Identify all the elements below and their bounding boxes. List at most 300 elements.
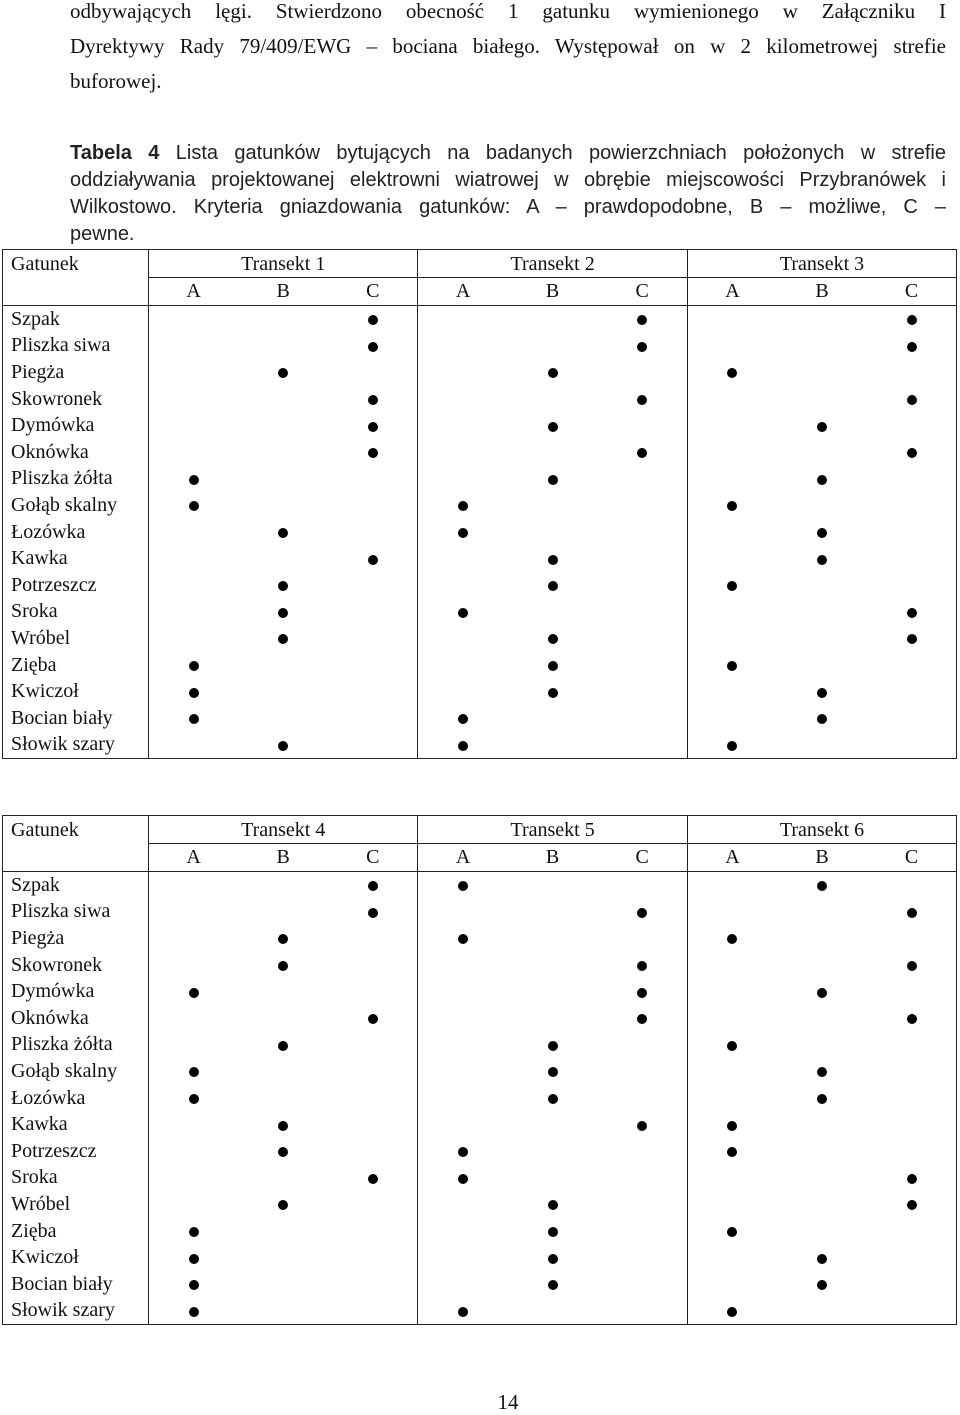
dot-icon	[907, 1200, 917, 1210]
criterion-cell	[598, 439, 688, 466]
criterion-cell	[508, 1138, 598, 1165]
species-name: Łozówka	[3, 1084, 149, 1111]
species-name: Bocian biały	[3, 705, 149, 732]
dot-icon	[278, 1200, 288, 1210]
criterion-cell	[149, 465, 239, 492]
criterion-cell	[418, 871, 508, 898]
criterion-cell	[777, 651, 867, 678]
criterion-header: C	[328, 844, 418, 872]
dot-icon	[548, 1200, 558, 1210]
criterion-cell	[418, 625, 508, 652]
criterion-cell	[149, 978, 239, 1005]
dot-icon	[727, 1307, 737, 1317]
dot-icon	[278, 1041, 288, 1051]
criterion-cell	[598, 898, 688, 925]
transect-header: Transekt 5	[418, 816, 687, 844]
nesting-table-transects-1-3	[2, 249, 957, 759]
criterion-cell	[687, 1244, 777, 1271]
dot-icon	[548, 688, 558, 698]
species-name: Bocian biały	[3, 1271, 149, 1298]
criterion-cell	[598, 465, 688, 492]
criterion-header: C	[867, 844, 957, 872]
criterion-cell	[777, 1111, 867, 1138]
table-row	[3, 1031, 957, 1058]
criterion-cell	[149, 625, 239, 652]
dot-icon	[548, 475, 558, 485]
dot-icon	[368, 448, 378, 458]
criterion-cell	[777, 439, 867, 466]
dot-icon	[727, 1147, 737, 1157]
criterion-cell	[867, 1058, 957, 1085]
criterion-cell	[238, 1084, 328, 1111]
criterion-cell	[598, 332, 688, 359]
criterion-cell	[598, 1031, 688, 1058]
criterion-cell	[149, 545, 239, 572]
criterion-header: A	[149, 278, 239, 306]
criterion-cell	[867, 1297, 957, 1324]
criterion-cell	[238, 359, 328, 386]
dot-icon	[907, 395, 917, 405]
criterion-cell	[598, 1217, 688, 1244]
criterion-cell	[777, 731, 867, 758]
species-name: Kwiczoł	[3, 678, 149, 705]
dot-icon	[189, 661, 199, 671]
dot-icon	[278, 581, 288, 591]
criterion-cell	[777, 1164, 867, 1191]
table-row	[3, 412, 957, 439]
table-row	[3, 385, 957, 412]
dot-icon	[458, 1147, 468, 1157]
criterion-cell	[418, 332, 508, 359]
criterion-cell	[598, 1058, 688, 1085]
dot-icon	[458, 881, 468, 891]
criterion-cell	[328, 518, 418, 545]
dot-icon	[548, 661, 558, 671]
criterion-cell	[508, 1271, 598, 1298]
criterion-cell	[598, 572, 688, 599]
criterion-cell	[149, 1271, 239, 1298]
dot-icon	[727, 934, 737, 944]
criterion-cell	[418, 1058, 508, 1085]
caption-line: pewne.	[70, 223, 135, 245]
criterion-cell	[777, 412, 867, 439]
criterion-cell	[867, 625, 957, 652]
criterion-cell	[777, 545, 867, 572]
criterion-cell	[418, 1111, 508, 1138]
criterion-cell	[328, 871, 418, 898]
criterion-cell	[508, 439, 598, 466]
criterion-cell	[328, 731, 418, 758]
criterion-cell	[418, 951, 508, 978]
criterion-cell	[149, 898, 239, 925]
table-row	[3, 1005, 957, 1032]
criterion-cell	[149, 1244, 239, 1271]
dot-icon	[817, 714, 827, 724]
dot-icon	[727, 1041, 737, 1051]
species-name: Wróbel	[3, 625, 149, 652]
criterion-cell	[418, 1271, 508, 1298]
table-row	[3, 439, 957, 466]
criterion-cell	[418, 1217, 508, 1244]
criterion-cell	[149, 731, 239, 758]
criterion-cell	[149, 1031, 239, 1058]
criterion-cell	[867, 1111, 957, 1138]
criterion-cell	[687, 598, 777, 625]
criterion-cell	[598, 305, 688, 332]
criterion-cell	[149, 1138, 239, 1165]
criterion-cell	[867, 705, 957, 732]
dot-icon	[907, 1174, 917, 1184]
dot-icon	[189, 1307, 199, 1317]
species-name: Dymówka	[3, 978, 149, 1005]
criterion-cell	[328, 1058, 418, 1085]
criterion-cell	[687, 439, 777, 466]
table-row	[3, 1084, 957, 1111]
dot-icon	[278, 528, 288, 538]
dot-icon	[548, 555, 558, 565]
dot-icon	[817, 475, 827, 485]
criterion-cell	[867, 1084, 957, 1111]
criterion-cell	[418, 412, 508, 439]
criterion-cell	[149, 1217, 239, 1244]
criterion-cell	[687, 332, 777, 359]
dot-icon	[727, 368, 737, 378]
table-row	[3, 545, 957, 572]
criterion-cell	[238, 1005, 328, 1032]
dot-icon	[637, 908, 647, 918]
dot-icon	[637, 395, 647, 405]
criterion-cell	[238, 898, 328, 925]
dot-icon	[278, 1147, 288, 1157]
criterion-cell	[149, 412, 239, 439]
criterion-cell	[598, 1271, 688, 1298]
criterion-cell	[687, 518, 777, 545]
criterion-header: B	[238, 278, 328, 306]
table-row	[3, 1164, 957, 1191]
species-name: Kawka	[3, 1111, 149, 1138]
criterion-cell	[777, 1297, 867, 1324]
criterion-cell	[508, 518, 598, 545]
dot-icon	[727, 501, 737, 511]
criterion-cell	[867, 518, 957, 545]
criterion-cell	[418, 439, 508, 466]
dot-icon	[458, 501, 468, 511]
criterion-cell	[777, 1271, 867, 1298]
criterion-cell	[687, 625, 777, 652]
criterion-cell	[238, 1111, 328, 1138]
dot-icon	[458, 714, 468, 724]
criterion-cell	[867, 651, 957, 678]
criterion-cell	[508, 678, 598, 705]
dot-icon	[907, 608, 917, 618]
table-row	[3, 359, 957, 386]
criterion-cell	[687, 898, 777, 925]
criterion-cell	[508, 359, 598, 386]
criterion-cell	[508, 1111, 598, 1138]
criterion-cell	[598, 1164, 688, 1191]
criterion-cell	[687, 412, 777, 439]
criterion-cell	[687, 1164, 777, 1191]
criterion-cell	[238, 925, 328, 952]
criterion-cell	[687, 305, 777, 332]
criterion-cell	[238, 951, 328, 978]
criterion-cell	[777, 705, 867, 732]
criterion-cell	[687, 731, 777, 758]
criterion-cell	[418, 359, 508, 386]
criterion-cell	[508, 625, 598, 652]
criterion-cell	[777, 625, 867, 652]
criterion-cell	[328, 1217, 418, 1244]
criterion-cell	[777, 305, 867, 332]
criterion-cell	[777, 678, 867, 705]
criterion-header: B	[238, 844, 328, 872]
criterion-cell	[687, 1058, 777, 1085]
criterion-cell	[687, 1217, 777, 1244]
dot-icon	[278, 634, 288, 644]
subheader-row	[3, 278, 957, 306]
species-name: Sroka	[3, 598, 149, 625]
criterion-cell	[687, 705, 777, 732]
criterion-cell	[238, 1164, 328, 1191]
table-row	[3, 898, 957, 925]
criterion-cell	[867, 1031, 957, 1058]
criterion-cell	[328, 1084, 418, 1111]
dot-icon	[907, 448, 917, 458]
criterion-cell	[418, 705, 508, 732]
transect-header: Transekt 4	[149, 816, 418, 844]
criterion-header: B	[777, 844, 867, 872]
criterion-cell	[867, 1005, 957, 1032]
criterion-cell	[149, 359, 239, 386]
species-name: Łozówka	[3, 518, 149, 545]
criterion-cell	[149, 492, 239, 519]
criterion-cell	[149, 1058, 239, 1085]
criterion-cell	[508, 598, 598, 625]
criterion-header: B	[508, 844, 598, 872]
table-row	[3, 1138, 957, 1165]
species-name: Oknówka	[3, 439, 149, 466]
dot-icon	[458, 608, 468, 618]
dot-icon	[189, 1227, 199, 1237]
criterion-cell	[418, 925, 508, 952]
criterion-cell	[598, 1084, 688, 1111]
dot-icon	[368, 555, 378, 565]
table-row	[3, 731, 957, 758]
species-name: Pliszka żółta	[3, 465, 149, 492]
criterion-cell	[508, 1244, 598, 1271]
dot-icon	[548, 634, 558, 644]
criterion-cell	[238, 412, 328, 439]
criterion-header: C	[867, 278, 957, 306]
criterion-cell	[508, 332, 598, 359]
criterion-cell	[328, 492, 418, 519]
page-number: 14	[497, 1390, 519, 1414]
dot-icon	[637, 961, 647, 971]
criterion-cell	[149, 332, 239, 359]
species-name: Kawka	[3, 545, 149, 572]
species-name: Kwiczoł	[3, 1244, 149, 1271]
criterion-header: A	[687, 844, 777, 872]
dot-icon	[368, 395, 378, 405]
criterion-cell	[687, 465, 777, 492]
dot-icon	[817, 422, 827, 432]
species-name: Zięba	[3, 1217, 149, 1244]
criterion-cell	[598, 978, 688, 1005]
criterion-cell	[238, 305, 328, 332]
dot-icon	[189, 1067, 199, 1077]
criterion-cell	[418, 1138, 508, 1165]
table-row	[3, 871, 957, 898]
dot-icon	[727, 581, 737, 591]
criterion-cell	[149, 518, 239, 545]
criterion-cell	[777, 359, 867, 386]
dot-icon	[278, 741, 288, 751]
criterion-cell	[687, 978, 777, 1005]
criterion-cell	[598, 1005, 688, 1032]
criterion-cell	[598, 518, 688, 545]
criterion-cell	[418, 1031, 508, 1058]
table-body	[3, 250, 957, 759]
criterion-cell	[328, 465, 418, 492]
dot-icon	[278, 934, 288, 944]
dot-icon	[548, 581, 558, 591]
table-row	[3, 518, 957, 545]
species-name: Szpak	[3, 305, 149, 332]
criterion-cell	[687, 651, 777, 678]
criterion-cell	[687, 1031, 777, 1058]
criterion-cell	[238, 678, 328, 705]
criterion-cell	[328, 898, 418, 925]
criterion-cell	[598, 871, 688, 898]
criterion-cell	[777, 1005, 867, 1032]
criterion-cell	[687, 1271, 777, 1298]
criterion-cell	[777, 465, 867, 492]
criterion-cell	[867, 1271, 957, 1298]
criterion-cell	[777, 1244, 867, 1271]
table-body	[3, 816, 957, 1325]
dot-icon	[458, 741, 468, 751]
dot-icon	[637, 988, 647, 998]
criterion-cell	[867, 1217, 957, 1244]
criterion-cell	[598, 359, 688, 386]
criterion-cell	[508, 492, 598, 519]
criterion-cell	[238, 1058, 328, 1085]
criterion-cell	[598, 492, 688, 519]
criterion-cell	[508, 305, 598, 332]
species-name: Skowronek	[3, 951, 149, 978]
criterion-cell	[598, 1191, 688, 1218]
criterion-cell	[508, 1191, 598, 1218]
criterion-cell	[867, 598, 957, 625]
caption-line: Wilkostowo. Kryteria gniazdowania gatunków: A – prawdopodobne, B – możliwe, C –	[70, 196, 946, 218]
criterion-cell	[508, 925, 598, 952]
criterion-header: B	[508, 278, 598, 306]
dot-icon	[189, 501, 199, 511]
criterion-cell	[418, 572, 508, 599]
dot-icon	[907, 1014, 917, 1024]
criterion-cell	[149, 1005, 239, 1032]
dot-icon	[637, 315, 647, 325]
criterion-cell	[508, 871, 598, 898]
species-name: Pliszka siwa	[3, 332, 149, 359]
criterion-cell	[418, 978, 508, 1005]
dot-icon	[637, 342, 647, 352]
criterion-cell	[508, 1217, 598, 1244]
criterion-cell	[328, 1244, 418, 1271]
criterion-cell	[598, 545, 688, 572]
criterion-cell	[418, 1164, 508, 1191]
criterion-cell	[687, 1005, 777, 1032]
criterion-cell	[508, 978, 598, 1005]
criterion-cell	[238, 1217, 328, 1244]
criterion-cell	[687, 359, 777, 386]
criterion-cell	[149, 572, 239, 599]
criterion-cell	[508, 731, 598, 758]
species-name: Piegża	[3, 359, 149, 386]
dot-icon	[727, 741, 737, 751]
dot-icon	[368, 315, 378, 325]
criterion-cell	[418, 1191, 508, 1218]
dot-icon	[278, 1121, 288, 1131]
caption-text: Lista gatunków bytujących na badanych powierzchniach położonych w strefie	[175, 142, 946, 164]
species-name: Potrzeszcz	[3, 1138, 149, 1165]
species-name: Oknówka	[3, 1005, 149, 1032]
criterion-cell	[328, 359, 418, 386]
criterion-cell	[508, 1164, 598, 1191]
criterion-cell	[418, 651, 508, 678]
criterion-cell	[598, 1297, 688, 1324]
table-row	[3, 951, 957, 978]
dot-icon	[907, 342, 917, 352]
table-row	[3, 305, 957, 332]
species-header-blank	[3, 278, 149, 306]
dot-icon	[548, 1280, 558, 1290]
dot-icon	[548, 1254, 558, 1264]
criterion-header: A	[149, 844, 239, 872]
dot-icon	[189, 1280, 199, 1290]
species-name: Dymówka	[3, 412, 149, 439]
criterion-cell	[328, 305, 418, 332]
criterion-cell	[867, 439, 957, 466]
table-row	[3, 651, 957, 678]
species-name: Zięba	[3, 651, 149, 678]
criterion-cell	[418, 492, 508, 519]
criterion-cell	[238, 518, 328, 545]
criterion-cell	[328, 1164, 418, 1191]
criterion-cell	[687, 385, 777, 412]
criterion-cell	[867, 951, 957, 978]
criterion-cell	[508, 898, 598, 925]
criterion-cell	[328, 651, 418, 678]
criterion-cell	[687, 1084, 777, 1111]
nesting-table-transects-4-6	[2, 815, 957, 1325]
criterion-cell	[328, 978, 418, 1005]
criterion-header: C	[328, 278, 418, 306]
caption-line	[70, 140, 946, 167]
criterion-cell	[418, 1084, 508, 1111]
criterion-cell	[508, 385, 598, 412]
criterion-cell	[598, 625, 688, 652]
criterion-cell	[508, 705, 598, 732]
criterion-cell	[238, 1138, 328, 1165]
criterion-cell	[777, 1217, 867, 1244]
criterion-cell	[508, 1084, 598, 1111]
criterion-cell	[328, 1111, 418, 1138]
criterion-cell	[508, 951, 598, 978]
criterion-cell	[328, 439, 418, 466]
criterion-cell	[867, 305, 957, 332]
criterion-cell	[508, 1005, 598, 1032]
